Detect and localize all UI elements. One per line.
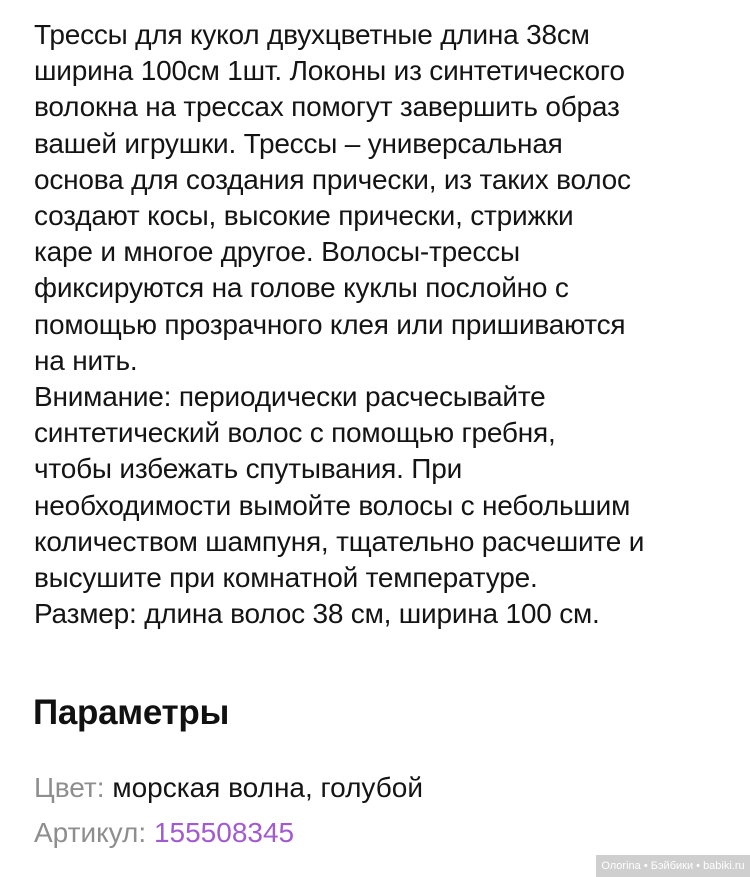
description-line: необходимости вымойте волосы с небольшим [34, 489, 631, 521]
description-line: чтобы избежать спутывания. При [34, 453, 463, 485]
article-number-link[interactable]: 155508345 [153, 817, 295, 848]
watermark: Олоrina • Бэйбики • babiki.ru [596, 855, 750, 877]
description-line: Размер: длина волос 38 см, ширина 100 см. [34, 598, 600, 630]
description-line: количеством шампуня, тщательно расчешите и [34, 525, 645, 557]
article-label: Артикул: [34, 817, 147, 848]
parameter-color [34, 772, 423, 804]
description-line: синтетический волос с помощью гребня, [34, 417, 556, 449]
color-label: Цвет: [34, 772, 105, 803]
color-value: морская волна, голубой [112, 772, 423, 803]
description-line: высушите при комнатной температуре. [34, 562, 538, 594]
parameters-heading: Параметры [33, 693, 230, 732]
parameter-article [34, 817, 294, 849]
description-line: Внимание: периодически расчесывайте [34, 381, 546, 413]
description-line: помощью прозрачного клея или пришиваются [34, 308, 626, 340]
product-description [34, 17, 734, 632]
description-line: фиксируются на голове куклы послойно с [34, 272, 569, 304]
description-line: создают косы, высокие прически, стрижки [34, 200, 574, 232]
description-line: каре и многое другое. Волосы-трессы [34, 236, 520, 268]
description-line: ширина 100см 1шт. Локоны из синтетического [34, 55, 625, 87]
description-line: основа для создания прически, из таких волос [34, 163, 631, 195]
description-line: вашей игрушки. Трессы – универсальная [34, 127, 563, 159]
description-line: Трессы для кукол двухцветные длина 38см [34, 19, 590, 50]
description-line: на нить. [34, 344, 138, 376]
description-line: волокна на трессах помогут завершить образ [34, 91, 620, 123]
